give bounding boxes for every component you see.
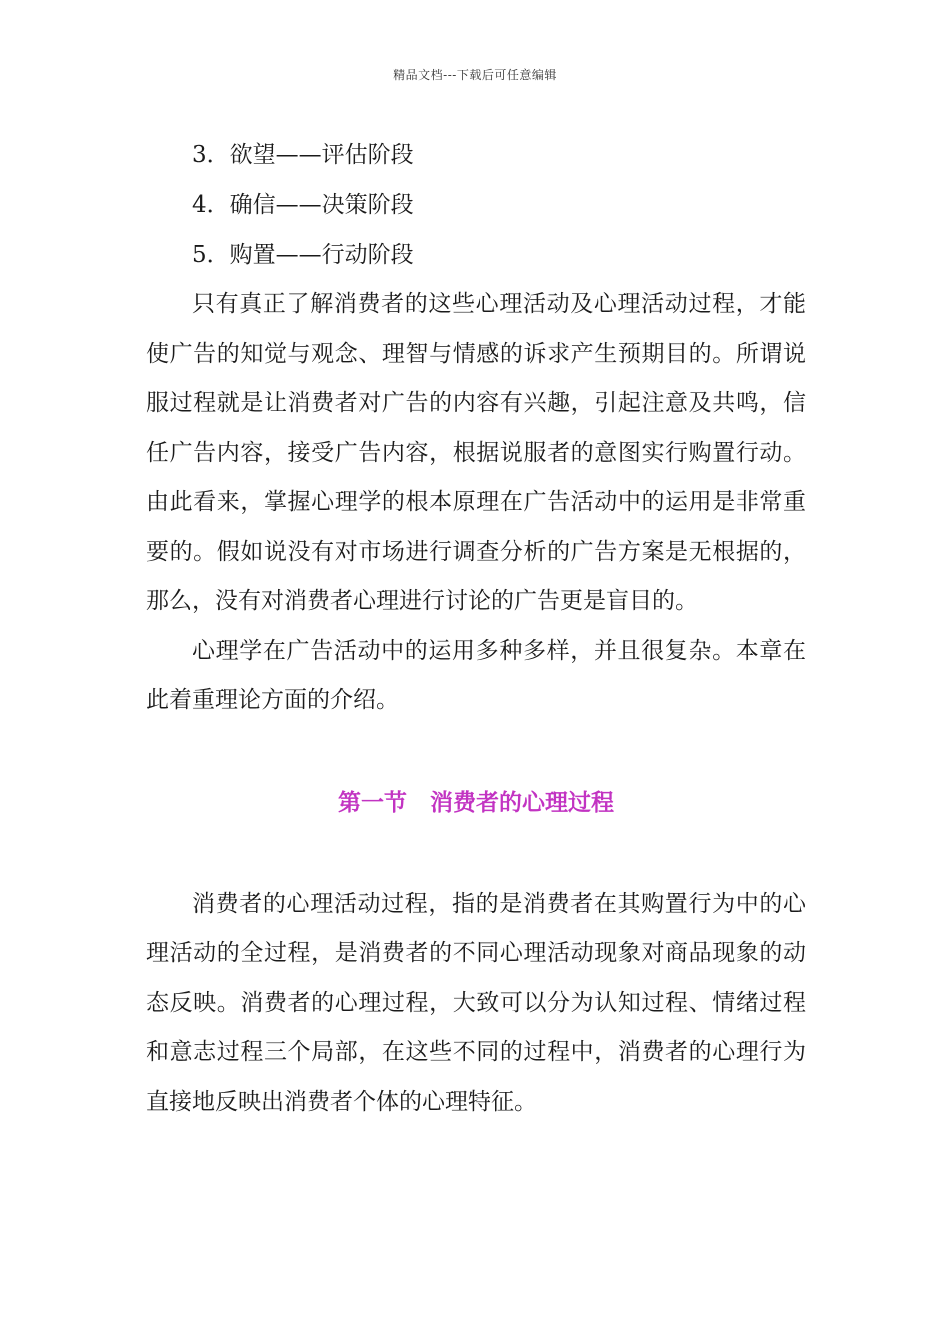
page-header: 精品文档---下载后可任意编辑 [393, 68, 557, 82]
list-item: 4．确信——决策阶段 [192, 192, 414, 218]
section-title: 第一节 消费者的心理过程 [338, 788, 614, 816]
list-item: 5．购置——行动阶段 [192, 242, 414, 268]
paragraph: 消费者的心理活动过程，指的是消费者在其购置行为中的心理活动的全过程，是消费者的不同心理活动现象对商品现象的动态反映。消费者的心理过程，大致可以分为认知过程、情绪过程和意志过程三个局部，在这些不同的过程中，消费者的心理行为直接地反映出消费者个体的心理特征。 [146, 890, 806, 1115]
paragraph: 只有真正了解消费者的这些心理活动及心理活动过程，才能使广告的知觉与观念、理智与情感的诉求产生预期目的。所谓说服过程就是让消费者对广告的内容有兴趣，引起注意及共鸣，信任广告内容，接受广告内容，根据说服者的意图实行购置行动。由此看来，掌握心理学的根本原理在广告活动中的运用是非常重要的。假如说没有对市场进行调查分析的广告方案是无根据的，那么，没有对消费者心理进行讨论的广告更是盲目的。 [146, 291, 806, 614]
list-item: 3．欲望——评估阶段 [192, 142, 414, 168]
document-body [146, 130, 806, 1127]
paragraph: 心理学在广告活动中的运用多种多样，并且很复杂。本章在此着重理论方面的介绍。 [146, 637, 806, 713]
